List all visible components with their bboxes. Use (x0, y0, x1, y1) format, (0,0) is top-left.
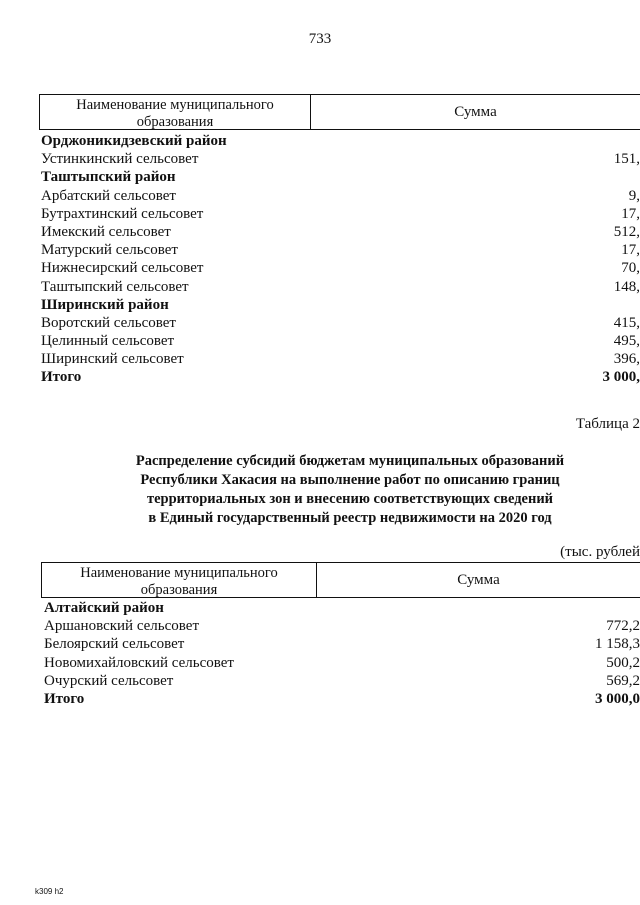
row-value: 500,2 (606, 654, 640, 671)
table-row (0, 350, 640, 368)
table-row (0, 672, 640, 690)
table-row (0, 368, 640, 386)
row-value: 495, (613, 333, 640, 350)
row-value: 1 158,3 (595, 636, 640, 653)
row-value: 70, (621, 260, 640, 277)
table-row (0, 205, 640, 223)
row-value: 569,2 (606, 672, 640, 689)
table1-header-sum: Сумма (454, 103, 497, 120)
row-value: 17, (621, 205, 640, 222)
table2-header-sum: Сумма (457, 571, 500, 588)
table1-header (39, 94, 640, 130)
table-row (0, 296, 640, 314)
table1-header-name: Наименование муниципального образования (40, 95, 311, 129)
row-value: 17, (621, 242, 640, 259)
row-value: 396, (613, 351, 640, 368)
table-row (0, 168, 640, 186)
row-name: Итого (41, 369, 82, 386)
row-name: Таштыпский район (41, 169, 176, 186)
row-name: Матурский сельсовет (41, 242, 178, 259)
row-name: Новомихайловский сельсовет (44, 654, 234, 671)
row-value: 151, (613, 151, 640, 168)
row-name: Ширинский район (41, 296, 169, 313)
table2-label: Таблица 2 (575, 416, 640, 432)
row-name: Алтайский район (44, 600, 164, 616)
row-name: Бутрахтинский сельсовет (41, 205, 204, 222)
table-row (0, 187, 640, 205)
table-row (0, 332, 640, 350)
row-value: 3 000,0 (595, 690, 640, 707)
table-row (0, 617, 640, 635)
row-name: Белоярский сельсовет (44, 636, 185, 653)
table2-title (60, 452, 640, 528)
row-name: Итого (44, 690, 85, 707)
table2-header-name: Наименование муниципального образования (42, 563, 317, 597)
table2-units: (тыс. рублей (560, 544, 640, 560)
table-row (0, 223, 640, 241)
row-name: Орджоникидзевский район (41, 133, 227, 149)
table1-body (0, 132, 640, 387)
row-name: Нижнесирский сельсовет (41, 260, 204, 277)
row-value: 3 000, (602, 369, 640, 386)
table2-title-line: в Единый государственный реестр недвижимости на 2020 год (148, 510, 552, 526)
table-row (0, 278, 640, 296)
row-name: Арбатский сельсовет (41, 187, 176, 204)
row-name: Таштыпский сельсовет (41, 278, 189, 295)
row-name: Аршановский сельсовет (44, 618, 200, 635)
table2-title-line: Республики Хакасия на выполнение работ по описанию границ (140, 472, 560, 488)
row-value: 415, (613, 314, 640, 331)
table-row (0, 635, 640, 653)
table-row (0, 132, 640, 150)
table2-body (0, 599, 640, 708)
row-name: Устинкинский сельсовет (41, 151, 199, 168)
row-value: 512, (613, 223, 640, 240)
table-row (0, 150, 640, 168)
table-row (0, 690, 640, 708)
table-row (0, 314, 640, 332)
row-name: Очурский сельсовет (44, 672, 174, 689)
table-row (0, 241, 640, 259)
table2-title-line: Распределение субсидий бюджетам муниципальных образований (135, 453, 565, 469)
page-number: 733 (308, 31, 332, 47)
row-name: Воротский сельсовет (41, 314, 176, 331)
row-value: 148, (613, 278, 640, 295)
table-row (0, 599, 640, 617)
row-value: 9, (628, 187, 640, 204)
table2-title-line: территориальных зон и внесению соответствующих сведений (146, 491, 554, 507)
table-row (0, 259, 640, 277)
row-name: Ширинский сельсовет (41, 351, 184, 368)
row-name: Имекский сельсовет (41, 223, 171, 240)
table-row (0, 654, 640, 672)
footer-code: k309 h2 (35, 887, 64, 896)
table2-header (41, 562, 640, 598)
row-value: 772,2 (606, 618, 640, 635)
row-name: Целинный сельсовет (41, 333, 175, 350)
